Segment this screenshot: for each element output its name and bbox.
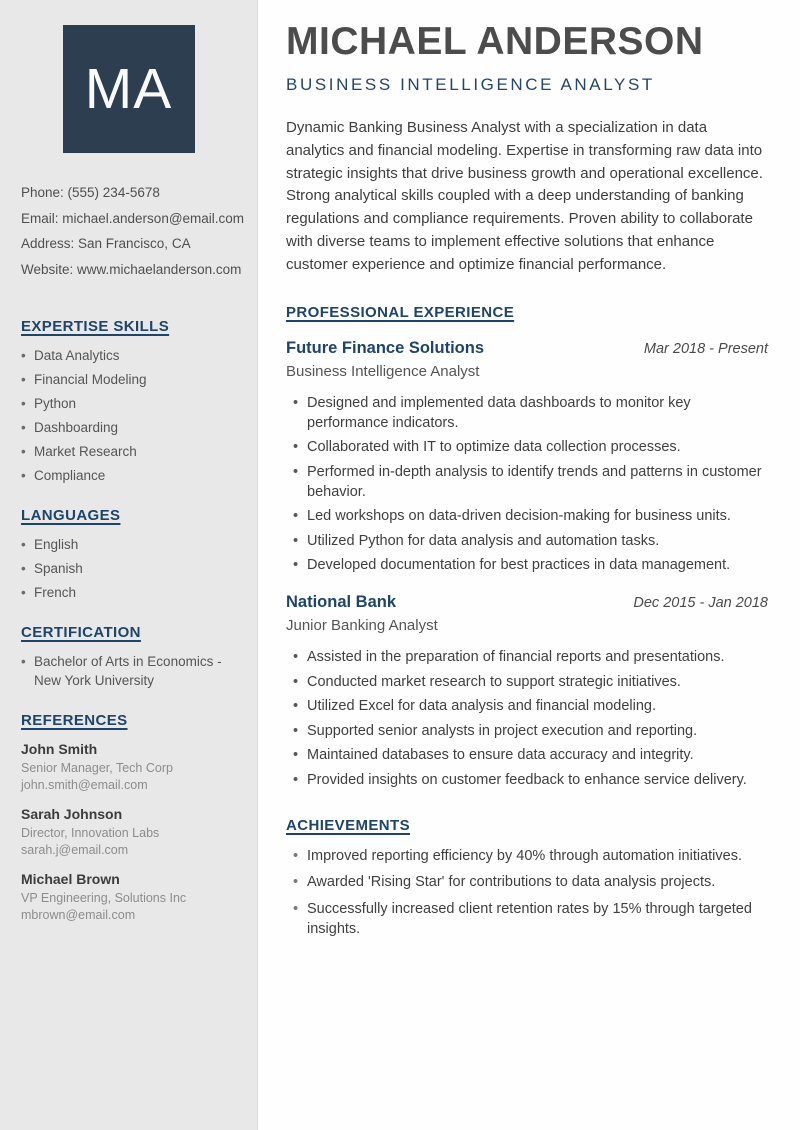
skill-item: • Python <box>21 394 236 413</box>
company-name: Future Finance Solutions <box>286 338 485 357</box>
contact-address: Address: San Francisco, CA <box>21 236 191 251</box>
job-dates: Dec 2015 - Jan 2018 <box>633 595 768 612</box>
language-item: • French <box>21 583 236 602</box>
achievement-item: • Improved reporting efficiency by 40% through automation initiatives. <box>286 846 768 866</box>
bullet-item: • Collaborated with IT to optimize data collection processes. <box>286 437 768 457</box>
reference-name: Michael Brown <box>21 871 120 887</box>
certification-heading: CERTIFICATION <box>21 624 141 641</box>
contact-block <box>21 180 245 282</box>
language-item: • Spanish <box>21 559 236 578</box>
certification-item: • Bachelor of Arts in Economics - New York University <box>21 652 236 690</box>
company-name: National Bank <box>286 593 397 612</box>
bullet-item: • Supported senior analysts in project execution and reporting. <box>286 721 768 741</box>
candidate-title: BUSINESS INTELLIGENCE ANALYST <box>286 74 655 94</box>
job-header <box>286 339 768 358</box>
languages-list <box>21 535 236 602</box>
bullet-item: • Utilized Excel for data analysis and financial modeling. <box>286 696 768 716</box>
experience-heading: PROFESSIONAL EXPERIENCE <box>286 303 515 321</box>
reference-entry <box>21 871 236 924</box>
certification-list <box>21 652 236 690</box>
achievement-item: • Successfully increased client retention rates by 15% through targeted insights. <box>286 899 768 939</box>
reference-email: sarah.j@email.com <box>21 843 129 857</box>
skill-item: • Market Research <box>21 442 236 461</box>
languages-heading: LANGUAGES <box>21 507 121 524</box>
bullet-item: • Utilized Python for data analysis and automation tasks. <box>286 531 768 551</box>
bullet-item: • Developed documentation for best practices in data management. <box>286 555 768 575</box>
reference-name: Sarah Johnson <box>21 806 123 822</box>
bullet-item: • Maintained databases to ensure data accuracy and integrity. <box>286 745 768 765</box>
language-item: • English <box>21 535 236 554</box>
contact-email: Email: michael.anderson@email.com <box>21 210 245 226</box>
contact-phone: Phone: (555) 234-5678 <box>21 185 160 200</box>
bullet-item: • Designed and implemented data dashboards to monitor key performance indicators. <box>286 393 768 433</box>
skill-item: • Dashboarding <box>21 418 236 437</box>
reference-role: Director, Innovation Labs <box>21 826 160 840</box>
skill-item: • Data Analytics <box>21 346 236 365</box>
sidebar <box>0 0 258 1130</box>
skills-list <box>21 346 236 485</box>
bullet-item: • Led workshops on data-driven decision-making for business units. <box>286 506 768 526</box>
job-entry <box>286 339 768 576</box>
achievements-heading: ACHIEVEMENTS <box>286 816 410 834</box>
monogram-initials: MA <box>84 57 173 121</box>
bullet-item: • Assisted in the preparation of financial reports and presentations. <box>286 647 768 667</box>
job-header <box>286 593 768 612</box>
monogram-badge <box>63 25 195 153</box>
skills-heading: EXPERTISE SKILLS <box>21 318 170 335</box>
skill-item: • Financial Modeling <box>21 370 236 389</box>
reference-entry <box>21 741 236 794</box>
bullet-item: • Provided insights on customer feedback to enhance service delivery. <box>286 770 768 790</box>
reference-email: mbrown@email.com <box>21 908 136 922</box>
skill-item: • Compliance <box>21 466 236 485</box>
job-entry <box>286 593 768 790</box>
achievement-item: • Awarded 'Rising Star' for contributions to data analysis projects. <box>286 872 768 892</box>
job-bullets <box>286 393 768 576</box>
contact-website: Website: www.michaelanderson.com <box>21 261 242 277</box>
job-role: Junior Banking Analyst <box>286 617 438 635</box>
main-column <box>258 0 800 1130</box>
reference-email: john.smith@email.com <box>21 778 148 792</box>
reference-role: VP Engineering, Solutions Inc <box>21 891 187 905</box>
references-heading: REFERENCES <box>21 712 128 729</box>
candidate-name: MICHAEL ANDERSON <box>286 20 704 63</box>
references-list <box>21 741 236 924</box>
reference-entry <box>21 806 236 859</box>
reference-role: Senior Manager, Tech Corp <box>21 761 173 775</box>
summary-paragraph: Dynamic Banking Business Analyst with a specialization in data analytics and financial modeling. Expertise in transforming raw data into strategic insights that drive business growth and operational excellence. Strong analytical skills coupled with a deep understanding of banking regulations and compliance requirements. Proven ability to collaborate with diverse teams to implement effective solutions that enhance customer experience and optimize financial performance. <box>286 118 763 273</box>
bullet-item: • Conducted market research to support strategic initiatives. <box>286 672 768 692</box>
job-bullets <box>286 647 768 790</box>
bullet-item: • Performed in-depth analysis to identify trends and patterns in customer behavior. <box>286 462 768 502</box>
reference-name: John Smith <box>21 741 98 757</box>
achievements-list <box>286 846 768 939</box>
job-dates: Mar 2018 - Present <box>643 340 768 357</box>
job-role: Business Intelligence Analyst <box>286 362 480 380</box>
